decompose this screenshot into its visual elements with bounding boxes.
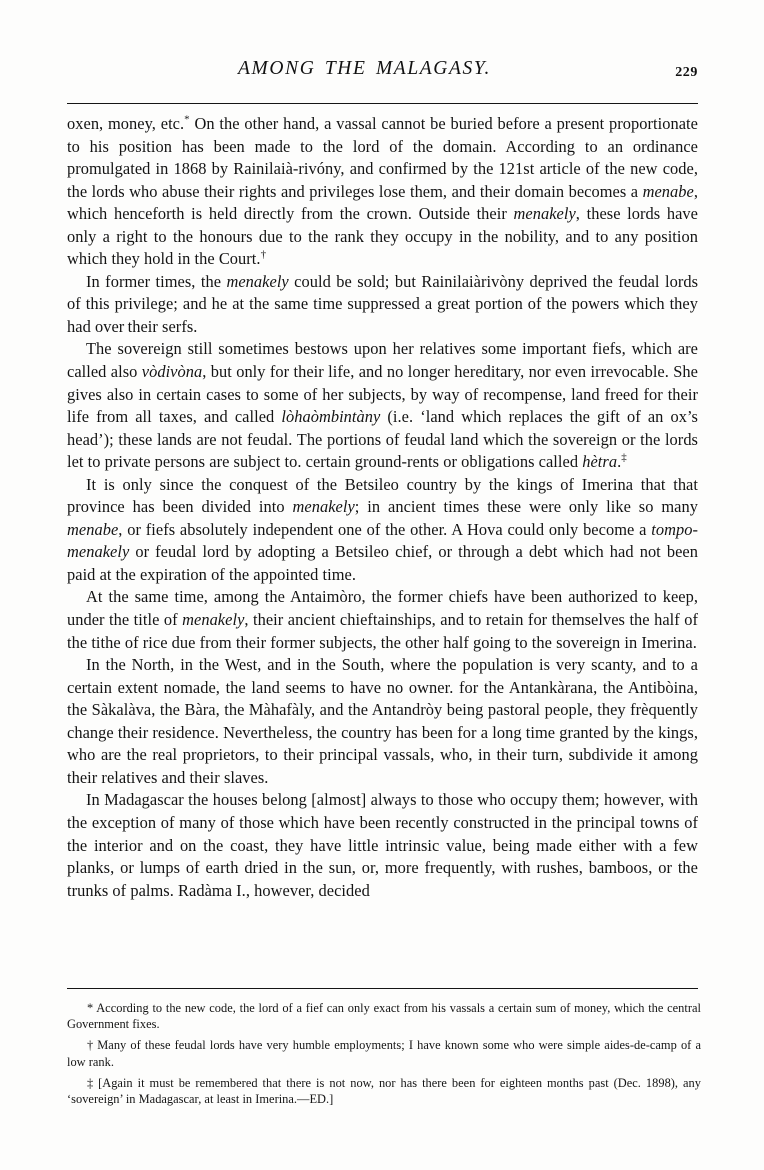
body-paragraph [67,338,698,473]
footnote-reference-mark: ‡ [621,451,627,464]
footnote-reference-mark: * [184,113,190,126]
text-run: . [617,452,622,472]
footnote-symbol: † [87,1038,95,1053]
body-paragraph [67,474,698,587]
footnote-rule [67,988,698,989]
footnote [67,1037,701,1070]
text-run: , which henceforth is held directly from the crown. Outside their [67,181,698,224]
malagasy-term: menakely [182,610,245,630]
footnote-symbol: ‡ [87,1075,96,1090]
body-paragraph [67,271,698,339]
body-paragraph [67,789,698,902]
footnote-text: Many of these feudal lords have very humble employments; I have known some who were simple aides-de-camp of a low rank. [67,1038,701,1069]
text-run: The sovereign still sometimes bestows upon her relatives some important fiefs, which are called also [67,339,698,382]
footnote-symbol: * [87,1001,94,1015]
page-number: 229 [675,65,698,80]
text-run: , these lords have only a right to the honours due to the rank they occupy in the nobility, and to any position which they hold in the Court. [67,204,698,269]
malagasy-term: menakely [513,204,576,224]
text-run: (i.e. ‘land which replaces the gift of an ox’s head’); these lands are not feudal. The portions of feudal land which the sovereign or the lords let to private persons are subject to. certain ground-rents or obligations called [67,407,698,472]
footnote-text: [Again it must be remembered that there is not now, nor has there been for eighteen months past (Dec. 1898), any ‘sovereign’ in Madagascar, at least in Imerina.—ED.] [67,1075,701,1107]
footnote-text: According to the new code, the lord of a fief can only exact from his vassals a certain sum of money, which the central Government fixes. [67,1001,701,1032]
text-run: At the same time, among the Antaimòro, the former chiefs have been authorized to keep, under the title of [67,587,698,630]
malagasy-term: menakely [226,271,289,291]
footnote [67,1075,701,1108]
malagasy-term: tompo-menakely [67,519,698,562]
text-run: On the other hand, a vassal cannot be buried before a present proportionate to his position has been made to the lord of the domain. According to an ordinance promulgated in 1868 by Rainilaià-rivóny, and confirmed by the 121st article of the new code, the lords who abuse their rights and privileges lose them, and their domain becomes a [67,114,698,201]
malagasy-term: lòhaòmbintàny [281,407,381,427]
body-paragraph [67,586,698,654]
header-rule [67,103,698,104]
text-run: In the North, in the West, and in the South, where the population is very scanty, and to a certain extent nomade, the land seems to have no owner. for the Antankàrana, the Antibòina, the Sàkalàva, the Bàra, the Màhafàly, and the Antandròy being pastoral people, they frèquently change their residence. Nevertheless, the country has been for a long time granted by the kings, who are the real proprietors, to their principal vassals, who, in their turn, subdivide it among their relatives and their slaves. [67,655,698,787]
running-head [67,58,698,92]
text-run: It is only since the conquest of the Betsileo country by the kings of Imerina that that province has been divided into [67,474,698,517]
malagasy-term: menakely [292,497,355,517]
footnote-section [67,1000,701,1112]
text-run: , or fiefs absolutely independent one of the other. A Hova could only become a [118,519,652,539]
page-title: AMONG THE MALAGASY. [238,58,491,79]
text-run: oxen, money, etc. [67,114,185,133]
text-run: In former times, the [86,271,227,291]
malagasy-term: menabe [67,519,119,539]
body-paragraph [67,113,698,271]
text-run: , but only for their life, and no longer hereditary, nor even irrevocable. She gives also in certain cases to some of her subjects, by way of recompense, land freed for their life from all taxes, and called [67,362,698,427]
malagasy-term: menabe [642,181,694,201]
malagasy-term: vòdivòna [141,362,203,382]
body-text-column [67,113,698,902]
footnote [67,1000,701,1033]
text-run: could be sold; but Rainilaiàrivòny deprived the feudal lords of this privilege; and he at the same time suppressed a great portion of the powers which they had over their serfs. [67,271,698,336]
malagasy-term: hètra [582,452,618,472]
text-run: or feudal lord by adopting a Betsileo chief, or through a debt which had not been paid at the expiration of the appointed time. [67,542,698,584]
text-run: In Madagascar the houses belong [almost] always to those who occupy them; however, with the exception of many of those which have been recently constructed in the principal towns of the interior and on the coast, they have little intrinsic value, being made either with a few planks, or lumps of earth dried in the sun, or, more frequently, with rushes, bamboos, or the trunks of palms. Radàma I., however, decided [67,790,698,900]
text-run: ; in ancient times these were only like so many [354,497,698,517]
footnote-reference-mark: † [260,248,267,261]
text-run: , their ancient chieftainships, and to retain for themselves the half of the tithe of rice due from their former subjects, the other half going to the sovereign in Imerina. [67,610,699,652]
body-paragraph [67,654,698,789]
